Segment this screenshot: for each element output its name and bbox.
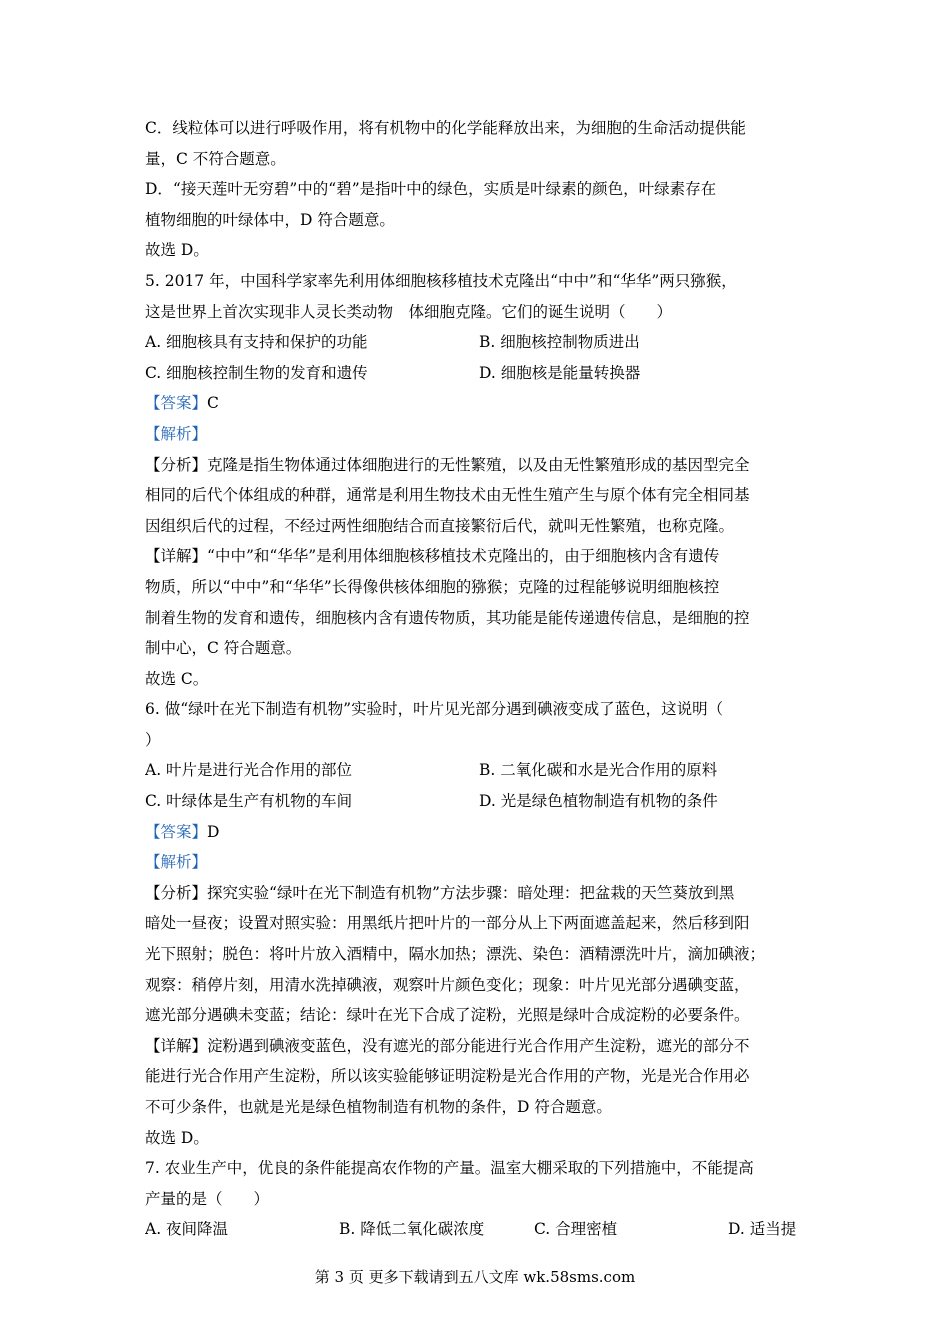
q6-option-c: C. 叶绿体是生产有机物的车间 [145,792,353,811]
xiangjie-text: “中中”和“华华”是利用体细胞核移植技术克隆出的，由于细胞核内含有遗传 [207,547,720,566]
q5-option-b: B. 细胞核控制物质进出 [479,333,640,352]
fenxi-text: 探究实验“绿叶在光下制造有机物”方法步骤：暗处理：把盆栽的天竺葵放到黑 [207,883,735,902]
q6-fenxi-line: 遮光部分遇碘未变蓝；结论：绿叶在光下合成了淀粉，光照是绿叶合成淀粉的必要条件。 [145,1006,750,1025]
page-content [145,113,813,1245]
q5-option-a: A. 细胞核具有支持和保护的功能 [145,333,368,352]
q6-option-b: B. 二氧化碳和水是光合作用的原料 [479,761,718,780]
option-c-explanation-line: C．线粒体可以进行呼吸作用，将有机物中的化学能释放出来，为细胞的生命活动提供能 [145,119,746,137]
q5-option-d: D. 细胞核是能量转换器 [479,363,641,382]
analysis-tag: 【解析】 [145,424,208,443]
q5-xiangjie-line [145,541,813,572]
q5-fenxi-line: 相同的后代个体组成的种群，通常是利用生物技术由无性生殖产生与原个体有完全相同基 [145,486,750,505]
fenxi-text: 克隆是指生物体通过体细胞进行的无性繁殖，以及由无性繁殖形成的基因型完全 [207,455,750,474]
q5-fenxi-line [145,450,813,481]
q5-xiangjie-line: 制着生物的发育和遗传，细胞核内含有遗传物质，其功能是能传递遗传信息，是细胞的控 [145,608,750,627]
q6-xiangjie-line: 不可少条件，也就是光是绿色植物制造有机物的条件，D 符合题意。 [145,1098,612,1116]
answer-value: C [207,394,219,413]
q7-option-a: A. 夜间降温 [145,1220,229,1239]
q5-analysis-heading [145,419,813,450]
q6-analysis-heading [145,847,813,878]
q6-fenxi-line [145,878,813,909]
xiangjie-text: 淀粉遇到碘液变蓝色，没有遮光的部分能进行光合作用产生淀粉，遮光的部分不 [207,1036,750,1055]
q7-option-b: B. 降低二氧化碳浓度 [339,1220,485,1239]
q6-stem: 6. 做“绿叶在光下制造有机物”实验时，叶片见光部分遇到碘液变成了蓝色，这说明（ [145,700,724,719]
q7-stem: 7. 农业生产中，优良的条件能提高农作物的产量。温室大棚采取的下列措施中，不能提高 [145,1159,754,1178]
q5-options-row [145,358,813,389]
q5-conclusion: 故选 C。 [145,669,209,688]
q6-option-d: D. 光是绿色植物制造有机物的条件 [479,792,718,811]
q6-answer [145,817,813,848]
q5-answer [145,388,813,419]
q6-xiangjie-line [145,1031,813,1062]
q6-fenxi-line: 暗处一昼夜；设置对照实验：用黑纸片把叶片的一部分从上下两面遮盖起来，然后移到阳 [145,914,750,933]
analysis-tag: 【解析】 [145,853,208,872]
q5-stem: 这是世界上首次实现非人灵长类动物 体细胞克隆。它们的诞生说明（ ） [145,302,673,321]
q7-option-c: C. 合理密植 [534,1220,618,1239]
q5-stem: 5. 2017 年，中国科学家率先利用体细胞核移植技术克隆出“中中”和“华华”两只猕猴， [145,271,737,290]
q6-options-row [145,786,813,817]
q6-option-a: A. 叶片是进行光合作用的部位 [145,761,353,780]
answer-tag: 【答案】 [145,822,208,841]
fenxi-tag: 【分析】 [145,455,208,474]
q6-conclusion: 故选 D。 [145,1128,209,1147]
answer-value: D [207,822,220,841]
q6-fenxi-line: 观察：稍停片刻，用清水洗掉碘液，观察叶片颜色变化；现象：叶片见光部分遇碘变蓝， [145,975,750,994]
q6-xiangjie-line: 能进行光合作用产生淀粉，所以该实验能够证明淀粉是光合作用的产物，光是光合作用必 [145,1067,750,1086]
conclusion: 故选 D。 [145,241,209,260]
q7-option-d: D. 适当提 [728,1220,797,1239]
q7-options-row [145,1214,813,1245]
xiangjie-tag: 【详解】 [145,1036,208,1055]
fenxi-tag: 【分析】 [145,883,208,902]
q5-fenxi-line: 因组织后代的过程，不经过两性细胞结合而直接繁衍后代，就叫无性繁殖，也称克隆。 [145,516,735,535]
q5-option-c: C. 细胞核控制生物的发育和遗传 [145,363,368,382]
q7-stem: 产量的是（ ） [145,1189,270,1208]
option-d-explanation-line: D．“接天莲叶无穷碧”中的“碧”是指叶中的绿色，实质是叶绿素的颜色，叶绿素存在 [145,180,717,199]
q6-stem: ） [145,730,161,749]
q5-xiangjie-line: 物质，所以“中中”和“华华”长得像供核体细胞的猕猴；克隆的过程能够说明细胞核控 [145,577,720,596]
q5-xiangjie-line: 制中心，C 符合题意。 [145,639,302,658]
q5-options-row [145,327,813,358]
q6-fenxi-line: 光下照射；脱色：将叶片放入酒精中，隔水加热；漂洗、染色：酒精漂洗叶片，滴加碘液； [145,945,766,964]
page-footer: 第 3 页 更多下载请到五八文库 wk.58sms.com [314,1268,636,1286]
option-c-explanation-line: 量，C 不符合题意。 [145,149,286,168]
answer-tag: 【答案】 [145,394,208,413]
xiangjie-tag: 【详解】 [145,547,208,566]
q6-options-row [145,755,813,786]
option-d-explanation-line: 植物细胞的叶绿体中，D 符合题意。 [145,210,395,229]
